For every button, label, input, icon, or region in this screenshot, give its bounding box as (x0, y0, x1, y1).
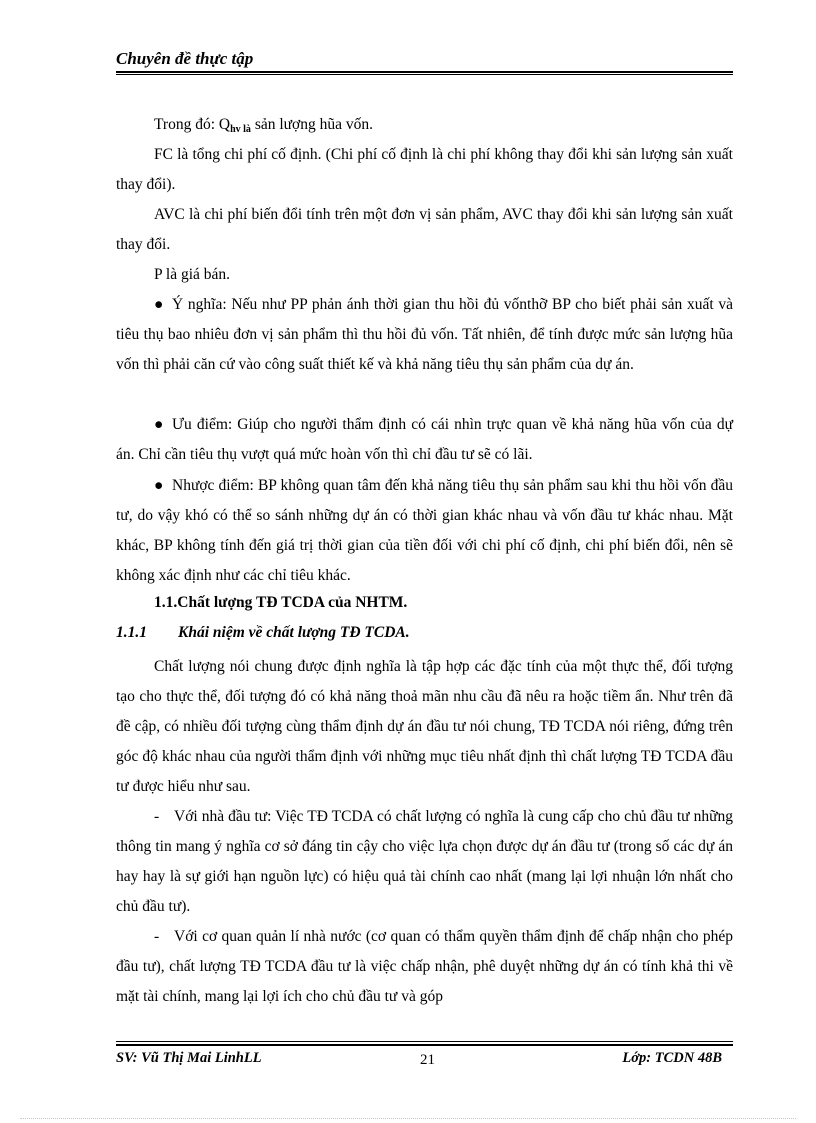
bullet-text: Ý nghĩa: Nếu như PP phản ánh thời gian thu hồi đủ vốnthỡ BP cho biết phải sản xuất và tiêu thụ bao nhiêu đơn vị sản phẩm thì thu hồi đủ vốn. Tất nhiên, để tính được mức sản lượng hũa vốn thì phải căn cứ vào công suất thiết kế và khả năng tiêu thụ sản phẩm của dự án. (116, 296, 733, 373)
footer-student: SV: Vũ Thị Mai LinhLL (116, 1050, 262, 1066)
footer-rule-thick (116, 1044, 733, 1046)
page-number: 21 (420, 1052, 435, 1068)
subscript: hv là (230, 124, 251, 135)
bullet-meaning (116, 290, 733, 380)
subsection-title: Khái niệm về chất lượng TĐ TCDA. (178, 624, 410, 641)
paragraph-avc: AVC là chi phí biến đổi tính trên một đơn vị sản phẩm, AVC thay đổi khi sản lượng sản xuất thay đổi. (116, 206, 733, 253)
header-rule-thin (116, 74, 733, 75)
dash-text: Với cơ quan quản lí nhà nước (cơ quan có thẩm quyền thẩm định để chấp nhận cho phép đầu tư), chất lượng TĐ TCDA đầu tư là việc chấp nhận, phê duyệt những dự án có tính khả thi về mặt tài chính, mang lại lợi ích cho chủ đầu tư và góp (116, 928, 733, 1005)
paragraph-fc: FC là tổng chi phí cố định. (Chi phí cố định là chi phí không thay đổi khi sản lượng sản xuất thay đổi). (116, 146, 733, 193)
dash-text: Với nhà đầu tư: Việc TĐ TCDA có chất lượng có nghĩa là cung cấp cho chủ đầu tư những thông tin mang ý nghĩa cơ sở đáng tin cậy cho việc lựa chọn được dự án đầu tư (trong số các dự án hay hay là sự giới hạn nguồn lực) có hiệu quả tài chính cao nhất (mang lại lợi nhuận lớn nhất cho chủ đầu tư). (116, 808, 733, 915)
bullet-disadvantage (116, 471, 733, 591)
dash-marker: - (154, 928, 160, 945)
bullet-text: Nhược điểm: BP không quan tâm đến khả năng tiêu thụ sản phẩm sau khi thu hồi vốn đầu tư, do vậy khó có thể so sánh những dự án có thời gian khác nhau và vốn đầu tư khác nhau. Mặt khác, BP không tính đến giá trị thời gian của tiền đối với chi phí cố định, chi phí biến đổi, nên sẽ không xác định như các chỉ tiêu khác. (116, 477, 733, 584)
bullet-icon: ● (154, 296, 164, 313)
section-heading: 1.1.Chất lượng TĐ TCDA của NHTM. (154, 594, 408, 611)
bullet-icon: ● (154, 477, 164, 494)
dash-investor (116, 802, 733, 922)
bullet-advantage (116, 410, 733, 470)
footer-rule-thin (116, 1041, 733, 1042)
subsection-heading (116, 624, 410, 642)
bullet-icon: ● (154, 416, 164, 433)
header-title: Chuyên đề thực tập (116, 49, 254, 68)
header-rule-thick (116, 71, 733, 73)
page-edge (20, 1118, 796, 1119)
dash-state-agency (116, 922, 733, 1012)
text: sản lượng hũa vốn. (250, 116, 374, 133)
text: Trong đó: Q (154, 116, 231, 133)
paragraph-price: P là giá bán. (154, 266, 231, 283)
paragraph-definition: Chất lượng nói chung được định nghĩa là tập hợp các đặc tính của một thực thể, đối tượng tạo cho thực thể, đối tượng đó có khả năng thoả mãn nhu cầu đã nêu ra hoặc tiềm ẩn. Như trên đã đề cập, có nhiều đối tượng cùng thẩm định dự án đầu tư nói chung, TĐ TCDA nói riêng, đứng trên góc độ khác nhau của người thẩm định với những mục tiêu nhất định thì chất lượng TĐ TCDA đầu tư được hiểu như sau. (116, 658, 733, 795)
footer-class: Lớp: TCDN 48B (622, 1050, 722, 1066)
dash-marker: - (154, 808, 160, 825)
bullet-text: Ưu điểm: Giúp cho người thẩm định có cái nhìn trực quan về khả năng hũa vốn của dự án. Chỉ cần tiêu thụ vượt quá mức hoàn vốn thì chỉ đầu tư sẽ có lãi. (116, 416, 733, 463)
subsection-number: 1.1.1 (116, 624, 147, 641)
